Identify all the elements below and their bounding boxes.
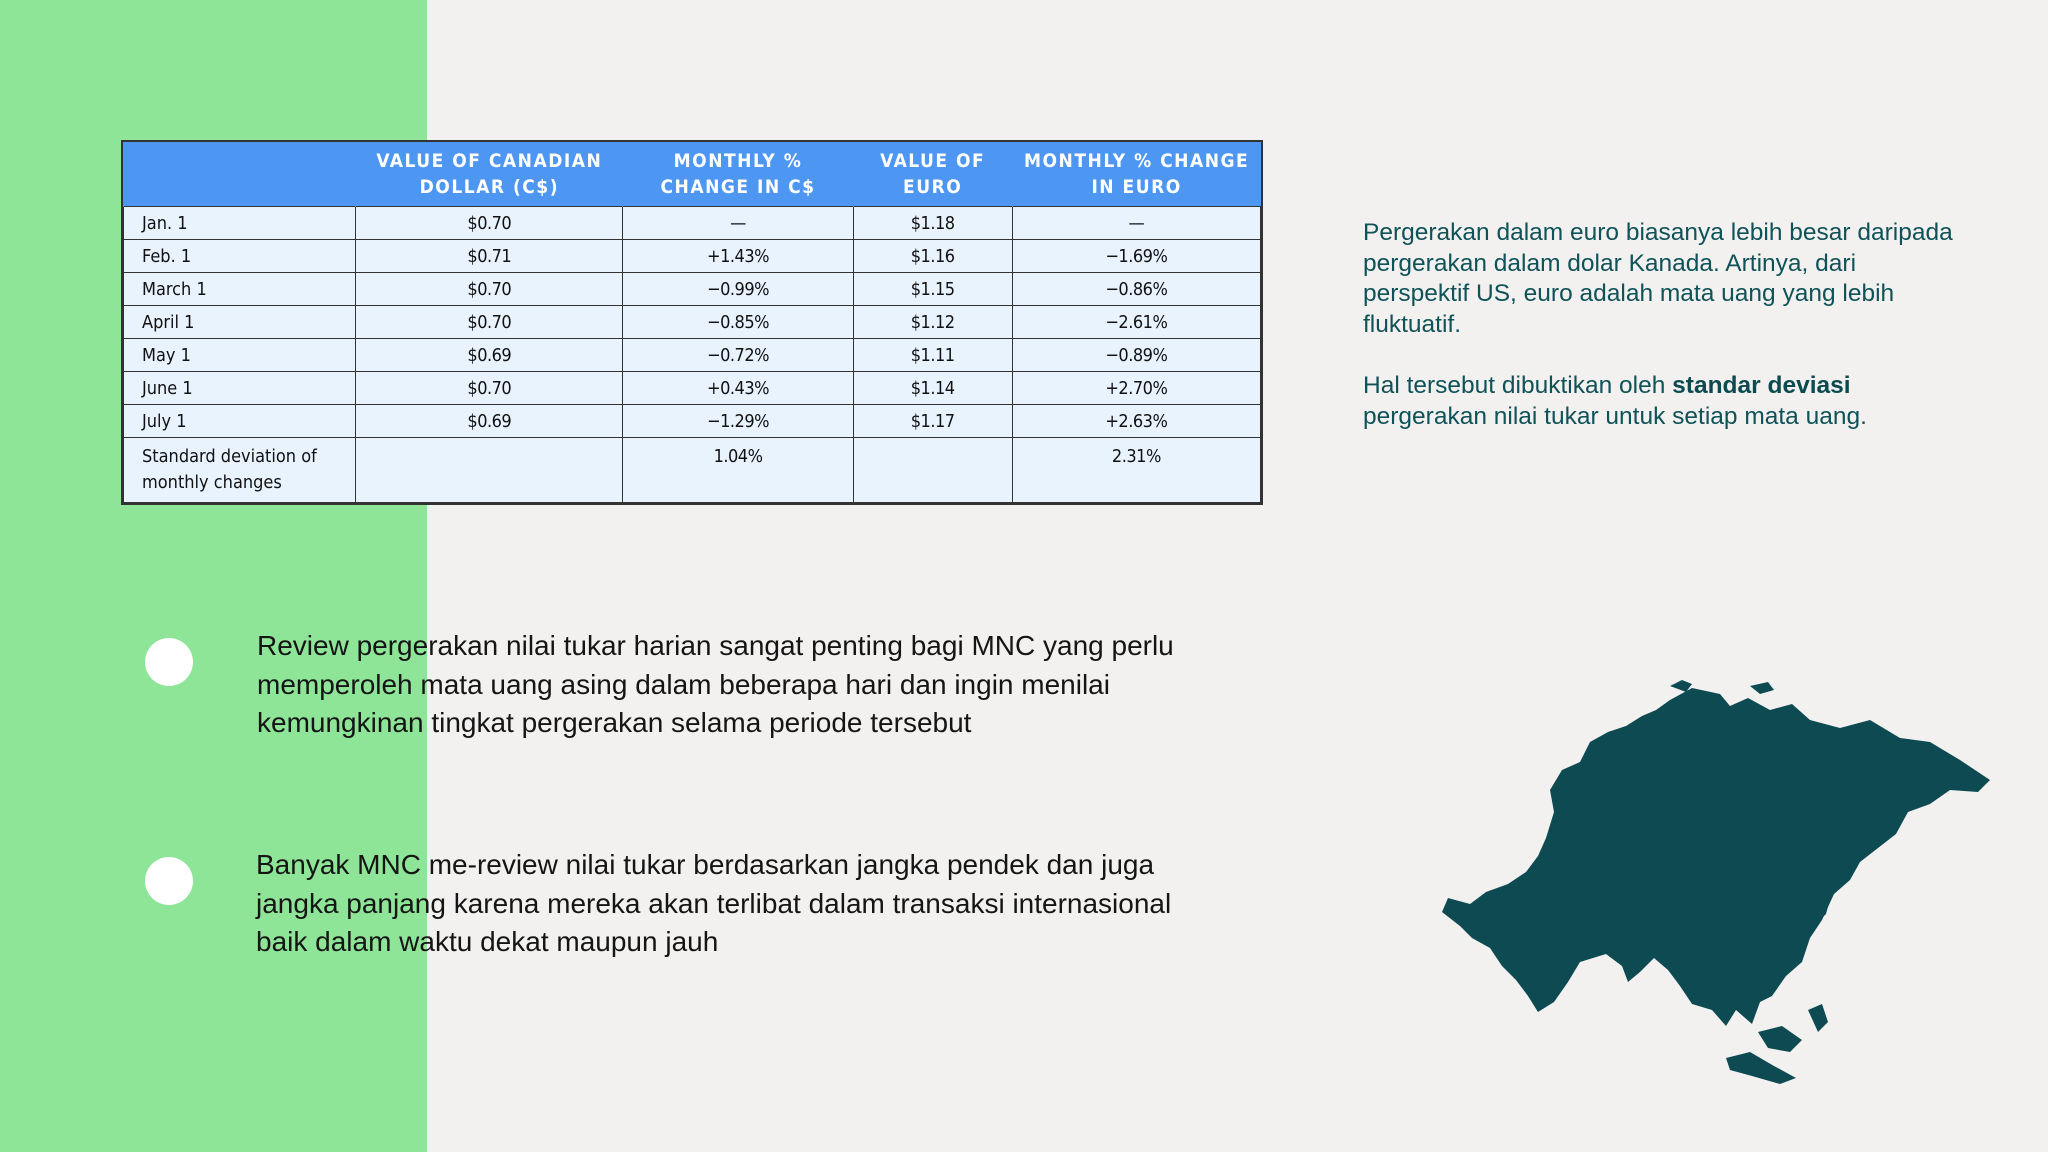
date-cell: April 1 xyxy=(124,306,356,339)
cad-change-cell: −0.85% xyxy=(623,306,853,339)
side-note-bold-term: standar deviasi xyxy=(1672,372,1851,399)
table-header-row xyxy=(124,142,1261,207)
table-row xyxy=(124,372,1261,405)
stddev-euro: 2.31% xyxy=(1012,438,1260,503)
cad-change-cell: −1.29% xyxy=(623,405,853,438)
date-cell: June 1 xyxy=(124,372,356,405)
cad-value-cell: $0.70 xyxy=(356,273,623,306)
date-cell: Jan. 1 xyxy=(124,207,356,240)
header-date xyxy=(124,142,356,207)
euro-change-cell: — xyxy=(1012,207,1260,240)
euro-value-cell: $1.17 xyxy=(853,405,1012,438)
euro-value-cell: $1.16 xyxy=(853,240,1012,273)
bullet-dot-1 xyxy=(145,638,193,686)
cad-value-cell: $0.70 xyxy=(356,372,623,405)
table-row xyxy=(124,339,1261,372)
table-row xyxy=(124,240,1261,273)
cad-value-cell: $0.69 xyxy=(356,405,623,438)
cad-change-cell: −0.72% xyxy=(623,339,853,372)
cad-change-cell: +1.43% xyxy=(623,240,853,273)
euro-change-cell: −0.86% xyxy=(1012,273,1260,306)
euro-change-cell: −2.61% xyxy=(1012,306,1260,339)
bullet-text-2: Banyak MNC me-review nilai tukar berdasarkan jangka pendek dan juga jangka panjang karena mereka akan terlibat dalam transaksi internasional baik dalam waktu dekat maupun jauh xyxy=(256,849,1172,957)
stddev-row xyxy=(124,438,1261,503)
date-cell: Feb. 1 xyxy=(124,240,356,273)
cad-value-cell: $0.70 xyxy=(356,207,623,240)
euro-change-cell: −0.89% xyxy=(1012,339,1260,372)
header-cad-value: VALUE OF CANADIAN DOLLAR (C$) xyxy=(356,142,623,207)
asia-map-icon xyxy=(1430,680,2000,1100)
bullet-text-1: Review pergerakan nilai tukar harian sangat penting bagi MNC yang perlu memperoleh mata uang asing dalam beberapa hari dan ingin menilai kemungkinan tingkat pergerakan selama periode tersebut xyxy=(257,630,1174,738)
euro-value-cell: $1.15 xyxy=(853,273,1012,306)
cad-change-cell: +0.43% xyxy=(623,372,853,405)
euro-change-cell: +2.70% xyxy=(1012,372,1260,405)
side-note xyxy=(1363,218,1963,432)
table-row xyxy=(124,207,1261,240)
cad-change-cell: — xyxy=(623,207,853,240)
side-note-paragraph-2 xyxy=(1363,371,1963,432)
euro-value-cell: $1.12 xyxy=(853,306,1012,339)
stddev-cad: 1.04% xyxy=(623,438,853,503)
stddev-label: Standard deviation of monthly changes xyxy=(124,438,356,503)
stddev-empty-cell xyxy=(356,438,623,503)
date-cell: May 1 xyxy=(124,339,356,372)
cad-value-cell: $0.69 xyxy=(356,339,623,372)
table-row xyxy=(124,306,1261,339)
header-euro-value: VALUE OF EURO xyxy=(853,142,1012,207)
side-note-prefix: Hal tersebut dibuktikan oleh xyxy=(1363,372,1673,399)
euro-value-cell: $1.18 xyxy=(853,207,1012,240)
euro-value-cell: $1.11 xyxy=(853,339,1012,372)
side-note-paragraph-1: Pergerakan dalam euro biasanya lebih besar daripada pergerakan dalam dolar Kanada. Artinya, dari perspektif US, euro adalah mata uang yang lebih fluktuatif. xyxy=(1363,219,1953,338)
cad-change-cell: −0.99% xyxy=(623,273,853,306)
exchange-rate-table xyxy=(121,140,1263,505)
euro-change-cell: +2.63% xyxy=(1012,405,1260,438)
date-cell: July 1 xyxy=(124,405,356,438)
bullet-dot-2 xyxy=(145,857,193,905)
header-cad-change: MONTHLY % CHANGE IN C$ xyxy=(623,142,853,207)
euro-value-cell: $1.14 xyxy=(853,372,1012,405)
header-euro-change: MONTHLY % CHANGE IN EURO xyxy=(1012,142,1260,207)
cad-value-cell: $0.70 xyxy=(356,306,623,339)
side-note-suffix: pergerakan nilai tukar untuk setiap mata uang. xyxy=(1363,402,1867,430)
cad-value-cell: $0.71 xyxy=(356,240,623,273)
stddev-empty-cell xyxy=(853,438,1012,503)
date-cell: March 1 xyxy=(124,273,356,306)
euro-change-cell: −1.69% xyxy=(1012,240,1260,273)
table-row xyxy=(124,405,1261,438)
table-row xyxy=(124,273,1261,306)
